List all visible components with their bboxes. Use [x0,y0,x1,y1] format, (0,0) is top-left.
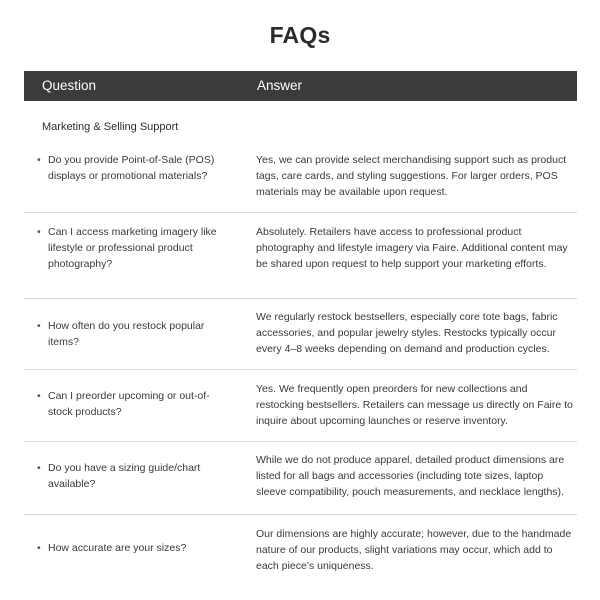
section-heading: Marketing & Selling Support [42,121,179,133]
faq-answer: Absolutely. Retailers have access to professional product photography and lifestyle imagery via Faire. Additional content may be shared upon request to help support your marketing efforts. [256,226,568,270]
faq-row [24,442,577,515]
faq-answer: Yes. We frequently open preorders for new collections and restocking bestsellers. Retailers can message us directly on Faire to inquire about upcoming launches or reserve inventory. [256,383,573,427]
answer-column-header: Answer [257,78,303,93]
faq-question: • Do you provide Point-of-Sale (POS) displays or promotional materials? [48,152,218,184]
faq-answer: We regularly restock bestsellers, especially core tote bags, fabric accessories, and popular jewelry styles. Restocks typically occur every 4–8 weeks depending on demand and production cycles. [256,311,558,355]
faq-question: • Can I preorder upcoming or out-of-stock products? [48,388,218,420]
faq-question: • How often do you restock popular items? [48,318,218,350]
faq-answer: Yes, we can provide select merchandising support such as product tags, care cards, and styling suggestions. For larger orders, POS materials may be available upon request. [256,154,567,198]
table-header [24,71,577,101]
faq-question: • How accurate are your sizes? [48,540,218,556]
faq-row [24,370,577,442]
faq-row [24,143,577,213]
faq-answer: Our dimensions are highly accurate; however, due to the handmade nature of our products, slight variations may occur, which add to each piece’s uniqueness. [256,528,572,572]
page-title: FAQs [269,22,331,48]
faq-row [24,212,577,299]
faq-answer: While we do not produce apparel, detailed product dimensions are listed for all bags and accessories (including tote sizes, laptop sleeve compatibility, pouch measurements, and necklace lengths). [256,454,565,498]
question-column-header: Question [42,78,97,93]
faq-row [24,299,577,370]
faq-question: • Do you have a sizing guide/chart available? [48,460,218,492]
faq-question: • Can I access marketing imagery like lifestyle or professional product photography? [48,224,218,272]
faq-row [24,515,577,587]
